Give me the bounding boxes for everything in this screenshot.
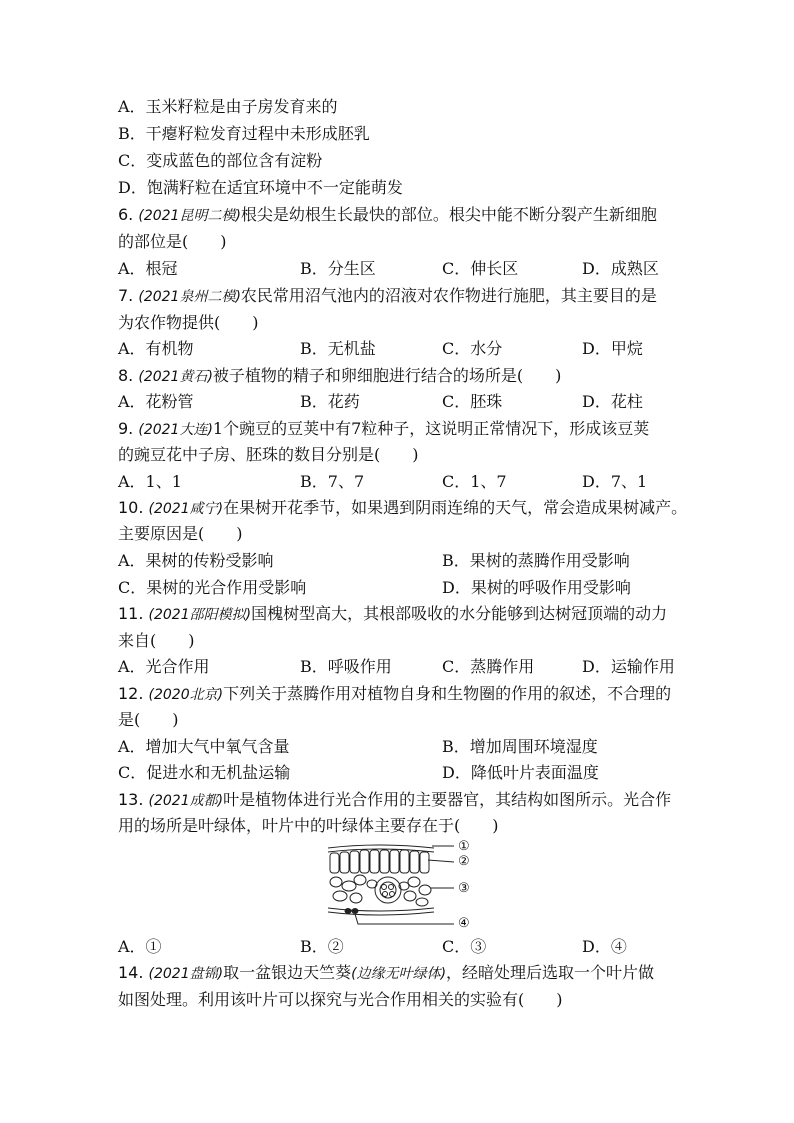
leaf-cross-section-figure [322, 838, 472, 934]
option-d: D．7、1 [582, 472, 648, 491]
figure-label: ③ [458, 881, 470, 896]
option-a: A．1、1 [118, 472, 182, 491]
question-14: 14. (2021盘锦)取一盆银边天竺葵(边缘无叶绿体)，经暗处理后选取一个叶片做 [118, 963, 655, 982]
question-10: 10. (2021咸宁)在果树开花季节，如果遇到阴雨连绵的天气，常会造成果树减产。 [118, 498, 688, 517]
option-d: D．成熟区 [582, 259, 659, 278]
option-line: C．变成蓝色的部位含有淀粉 [118, 151, 323, 170]
question-source: (2021邵阳模拟) [148, 607, 252, 623]
option-a: A．有机物 [118, 339, 194, 358]
figure-label: ② [458, 854, 470, 869]
question-13: 13. (2021成都)叶是植物体进行光合作用的主要器官，其结构如图所示。光合作 [118, 790, 672, 809]
figure-label: ④ [458, 916, 470, 931]
option-d: D．果树的呼吸作用受影响 [442, 578, 631, 597]
question-source: (2021大连) [138, 422, 213, 438]
option-b: B．呼吸作用 [300, 657, 392, 676]
option-d: D．甲烷 [582, 339, 643, 358]
option-b: B．无机盐 [300, 339, 376, 358]
question-source: (2021黄石) [138, 369, 213, 385]
question-source: (2020北京) [148, 687, 224, 703]
option-line: D．饱满籽粒在适宜环境中不一定能萌发 [118, 178, 403, 197]
option-a: A．光合作用 [118, 657, 210, 676]
question-14-line2: 如图处理。利用该叶片可以探究与光合作用相关的实验有( ) [118, 990, 563, 1009]
question-source: (2021泉州二模) [138, 289, 241, 305]
option-c: C．蒸腾作用 [442, 657, 535, 676]
option-b: B．果树的蒸腾作用受影响 [442, 551, 630, 570]
question-6-line2: 的部位是( ) [118, 232, 227, 251]
question-note: (边缘无叶绿体) [351, 966, 447, 982]
option-b: B．7、7 [300, 472, 365, 491]
option-c: C．水分 [442, 339, 503, 358]
question-9: 9. (2021大连)1个豌豆的豆荚中有7粒种子，这说明正常情况下，形成该豆荚 [118, 419, 650, 438]
question-12: 12. (2020北京)下列关于蒸腾作用对植物自身和生物圈的作用的叙述，不合理的 [118, 684, 672, 703]
option-c: C．胚珠 [442, 392, 503, 411]
option-a: A．增加大气中氧气含量 [118, 737, 290, 756]
option-b: B．花药 [300, 392, 360, 411]
question-source: (2021咸宁) [148, 501, 224, 517]
option-c: C．1、7 [442, 472, 507, 491]
question-9-line2: 的豌豆花中子房、胚珠的数目分别是( ) [118, 445, 419, 464]
question-6: 6. (2021昆明二模)根尖是幼根生长最快的部位。根尖中能不断分裂产生新细胞 [118, 205, 657, 224]
question-11-line2: 来自( ) [118, 631, 195, 650]
option-a: A．花粉管 [118, 392, 194, 411]
option-d: D．运输作用 [582, 657, 675, 676]
option-a: A．① [118, 937, 162, 956]
option-d: D．降低叶片表面温度 [442, 763, 599, 782]
option-c: C．③ [442, 937, 487, 956]
question-12-line2: 是( ) [118, 710, 179, 729]
question-7: 7. (2021泉州二模)农民常用沼气池内的沼液对农作物进行施肥，其主要目的是 [118, 286, 657, 305]
option-line: B．干瘪籽粒发育过程中未形成胚乳 [118, 124, 370, 143]
question-source: (2021成都) [148, 793, 224, 809]
option-d: D．④ [582, 937, 627, 956]
question-13-line2: 用的场所是叶绿体，叶片中的叶绿体主要存在于( ) [118, 816, 499, 835]
question-source: (2021昆明二模) [138, 208, 241, 224]
question-8: 8. (2021黄石)被子植物的精子和卵细胞进行结合的场所是( ) [118, 366, 562, 385]
option-line: A．玉米籽粒是由子房发育来的 [118, 97, 338, 116]
option-c: C．果树的光合作用受影响 [118, 578, 307, 597]
option-b: B．分生区 [300, 259, 376, 278]
figure-label: ① [458, 839, 470, 854]
question-source: (2021盘锦) [148, 966, 224, 982]
question-11: 11. (2021邵阳模拟)国槐树型高大，其根部吸收的水分能够到达树冠顶端的动力 [118, 604, 668, 623]
option-c: C．伸长区 [442, 259, 519, 278]
option-a: A．根冠 [118, 259, 178, 278]
option-a: A．果树的传粉受影响 [118, 551, 274, 570]
option-b: B．增加周围环境湿度 [442, 737, 598, 756]
question-10-line2: 主要原因是( ) [118, 524, 243, 543]
question-7-line2: 为农作物提供( ) [118, 313, 259, 332]
option-d: D．花柱 [582, 392, 643, 411]
option-b: B．② [300, 937, 344, 956]
option-c: C．促进水和无机盐运输 [118, 763, 291, 782]
